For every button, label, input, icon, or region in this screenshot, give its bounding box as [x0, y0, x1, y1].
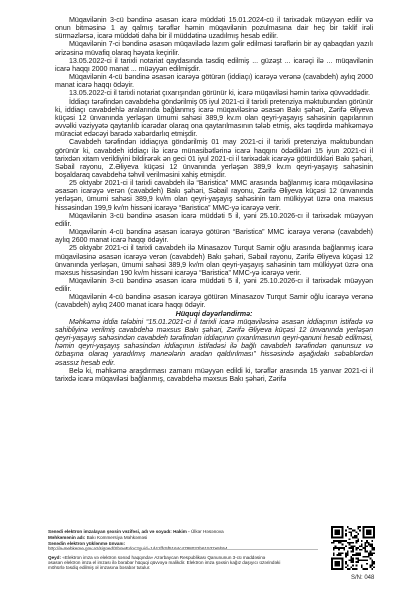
paragraph: 13.05.2022-ci il tarixli notariat qaydasında təsdiq edilmiş ... güzəşt ... icarəçi ilə ... müqavilənin icarə haqqı 2000 manat ... müəyyən edilmişdir.	[55, 56, 373, 73]
note-line-1: Qeyd: «Elektron imza və elektron sənəd haqqında» Azərbaycan Respublikası Qanununun 3-cü maddəsinə	[48, 555, 266, 560]
paragraph: Müqavilənin 4-cü bəndinə əsasən icarəyə götürən (iddiaçı) icarəyə verənə (cavabdeh) aylıq 2000 manat icarə haqqı ödəyir.	[55, 73, 373, 90]
paragraph: İddiaçı tərəfindən cavabdehə göndərilmiş 05 iyul 2021-ci il tarixli pretenziya məktubundan görünür ki, iddiaçı cavabdehlə aralarında bağlanmış icarə müqaviləsinə əsasən Bakı şəhəri, Zərifə Əliyeva küçəsi 12 ünvanında yerləşən ümumi sahəsi 389,9 kv.m olan qeyri-yaşayış sahəsinin qapılarının əvvəlki vəziyyətə qaytarılıb icarədar olaraq ona qaytarılmasının tələb etmiş, əks təqdirdə məhkəməyə müraciət edəcəyi barədə xəbərdarlıq etmişdir.	[55, 97, 373, 139]
paragraph: Müqavilənin 4-cü bəndinə əsasən icarəyə götürən Minasazov Turqut Samir oğlu icarəyə verənə (cavabdeh) aylıq 2400 manat icarə haqqı ödəyir.	[55, 293, 373, 310]
paragraph: Müqavilənin 4-cü bəndinə əsasən icarəyə götürən “Baristica” MMC icarəyə verənə (cavabdeh) aylıq 2600 manat icarə haqqı ödəyir.	[55, 228, 373, 245]
paragraph: Müqavilənin 7-ci bəndinə əsasən müqavilədə lazım gəlir edilməsi tərəflərin bir ay qabaqdan yazılı ərizəsinə müvafiq olaraq həyata keçirilir.	[55, 40, 373, 57]
paragraph: Məhkəmə iddia tələbini “15.01.2021-ci il tarixli icarə müqaviləsinə əsasən iddiaçının istifadə və sahibliyinə verilmiş cavabdehə məxsus Bakı şəhəri, Zərifə Əliyeva küçəsi 12 ünvanında yerləşən qeyri-yaşayış sahəsindən cavabdeh tərəfindən iddiaçının çıxarılmasının qeyri-qanuni hesab edilməsi, həmin qeyri-yaşayış sahəsindən iddiaçının istifadəsi ilə bağlı cavabdeh tərəfindən qanunsuz və özbaşına olaraq yaradılmış maneələrin aradan qaldırılması” hissəsində aşağıdakı səbəblərdən əsassız hesab edir.	[55, 317, 373, 367]
qr-code-icon	[331, 526, 375, 570]
paragraph: 25 oktyabr 2021-ci il tarixli cavabdeh ilə “Baristica” MMC arasında bağlanmış icarə müqaviləsinə əsasən icarəyə verən (cavabdeh) Bakı şəhəri, Səbail rayonu, Zərifə Əliyeva küçəsi 12 ünvanında yerləşən, ümumi sahəsi 389,9 kv/m olan qeyri-yaşayış sahəsinin tam mülkiyyət üzrə ona məxsus hissəsindən 199,9 kv/m hissəni icarəyə “Baristica” MMC-yə icarəyə verir.	[55, 179, 373, 212]
serial-number: S/N: 048	[351, 575, 375, 581]
paragraph: Müqavilənin 3-cü bəndinə əsasən icarə müddəti 5 il, yəni 25.10.2026-cı il tarixədək müəyyən edilir.	[55, 211, 373, 228]
note-line-2: əsasən elektron imza el imzası ilə bərabər hüquqi qüvvəyə malikdir. Elektron imza şəxsin kağız daşıyıcı üzərindəki	[48, 560, 281, 565]
url-label: Sənədin elektron yüklənmə ünvanı:	[48, 541, 126, 546]
signer-line: Sənədi elektron imzalayan şəxsin vəzifəsi, adı və soyadı: Hakim - Ülkər Həsənova	[48, 529, 224, 534]
paragraph: Müqavilənin 3-cü bəndinə əsasən icarə müddəti 15.01.2024-cü il tarixədək müəyyən edilir və onun bitməsinə 1 ay qalmış tərəflər həmin müqavilənin pozulmasına dair heç bir təklif irəli sürməzlərsə, icarə müddəti daha bir il müddətinə uzadılmış hesab edilir.	[55, 16, 373, 41]
paragraph: 13.05.2022-ci il tarixli notariat çıxarışından görünür ki, icarə müqaviləsi həmin tarixə qüvvəddədir.	[69, 89, 370, 98]
paragraph: 25 oktyabr 2021-ci il tarixli cavabdeh ilə Minasazov Turqut Samir oğlu arasında bağlanmış icarə müqaviləsinə əsasən icarəyə verən (cavabdeh) Bakı şəhəri, Səbail rayonu, Zərifə Əliyeva küçəsi 12 ünvanında yerləşən, ümumi sahəsi 389,9 kv/m olan qeyri-yaşayış sahəsinin tam mülkiyyət üzrə ona məxsus hissəsindən 190 kv/m hissəni icarəyə “Baristica” MMC-yə icarəyə verir.	[55, 244, 373, 277]
document-url[interactable]: http://e-mehkeme.gov.az/signed/ShowEdoc?guid=1d41ffc5f5164c4788032b61537e5b54	[48, 546, 228, 551]
paragraph: Cavabdeh tərəfindən iddiaçıya göndərilmiş 01 may 2021-ci il tarixli pretenziya məktubundan görünür ki, cavabdeh iddiaçı ilə icarə münasibətlərinə icarə haqqını ödədikləri 15 iyun 2021-ci il tarixdən xitam verildiyini bildirərək ən geci 01 iyul 2021-ci il tarixədək icarəyə götürdükləri Bakı şəhəri, Səbail rayonu, Z.Əliyeva küçəsi 12 ünvanında yerləşən 389,9 kv.m qeyri-yaşayış sahəsinin boşaldaraq cavabdehə təhvil verilməsini xahiş etmişdir.	[55, 138, 373, 179]
paragraph: Belə ki, məhkəmə araşdırması zamanı müəyyən edildi ki, tərəflər arasında 15 yanvar 2021-ci il tarixdə icarə müqaviləsi bağlanmış, cavabdehə məxsus Bakı şəhəri, Zərifə	[55, 366, 373, 383]
section-heading: Hüquqi dəyərləndirmə:	[175, 309, 253, 318]
note-line-3: möhürlə təsdiq edilmiş əl imzasına bərabər tutulur.	[48, 565, 151, 570]
court-line: Məhkəmənin adı: Bakı Kommersiya Məhkəməsi	[48, 535, 148, 540]
paragraph: Müqavilənin 3-cü bəndinə əsasən icarə müddəti 5 il, yəni 25.10.2026-cı il tarixədək müəyyən edilir.	[55, 277, 373, 294]
divider	[48, 549, 318, 550]
